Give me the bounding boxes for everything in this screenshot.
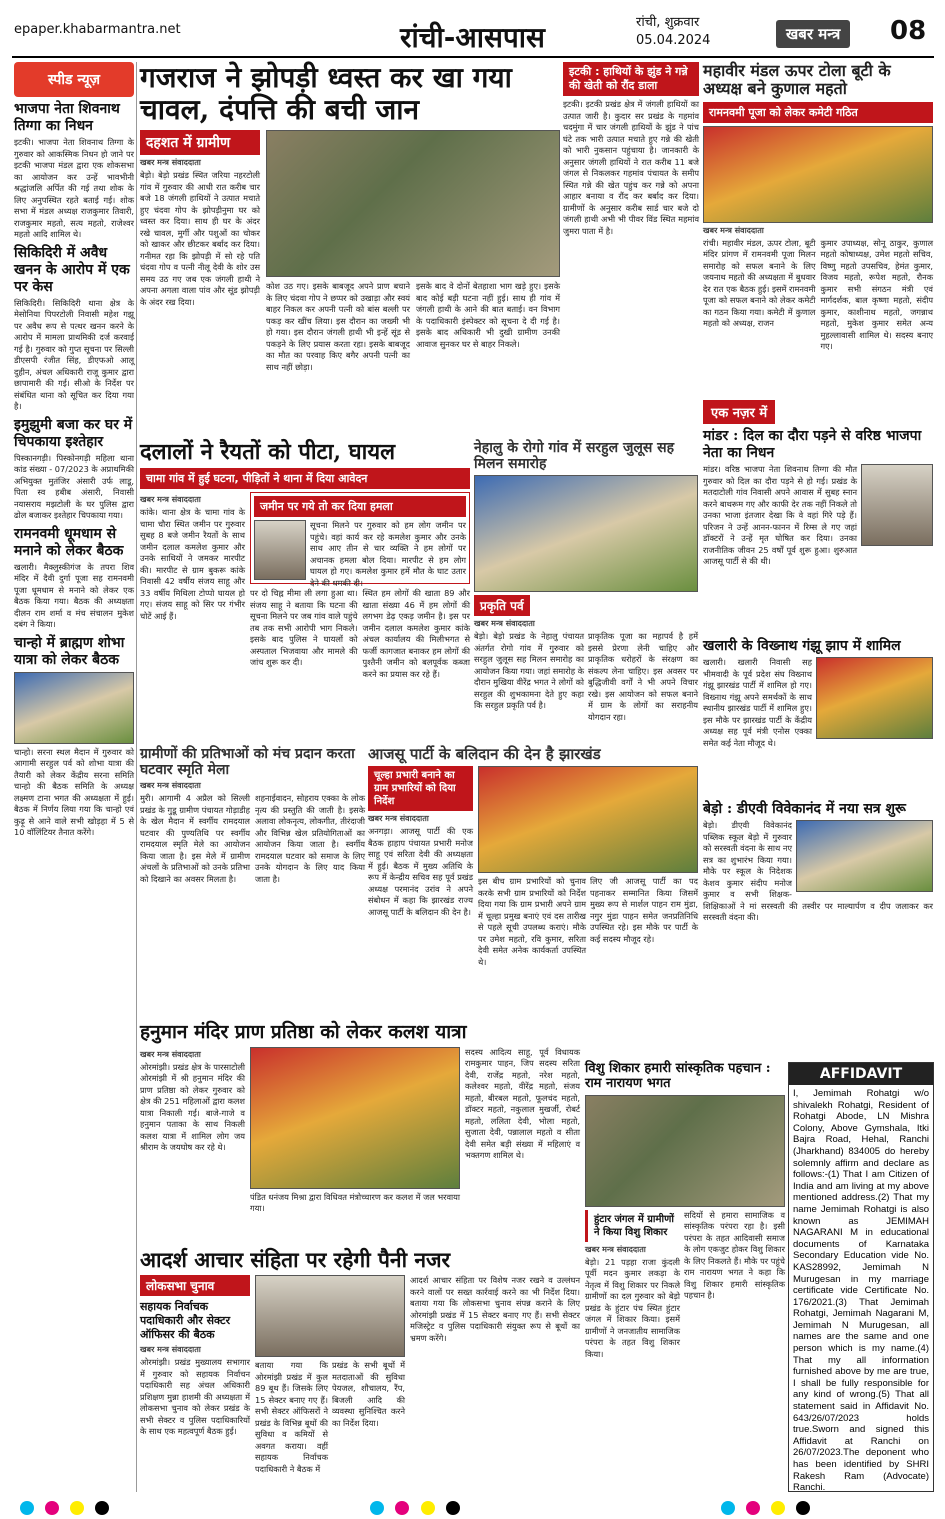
black-dot-icon	[446, 1501, 460, 1515]
lead-subhead: दहशत में ग्रामीण	[140, 130, 260, 155]
nazar-item2-title: खलारी के विख्नाथ गंझू झाप में शामिल	[703, 638, 901, 654]
nazar-item3-photo	[796, 820, 933, 892]
dalalon-col2: पर दो चिह्न मीमा ली लगा हुआ था। संजय साहू ने बताया कि घटना की सूचना मिलने पर जब गांव वाले पहुंचे तब तक सभी आरोपी भाग निकले। इसके बाद पुलिस ने घायलों को अस्पताल भिजवाया और मामले की जांच शुरू कर दी।	[250, 588, 358, 668]
kunal-headline: महावीर मंडल ऊपर टोला बूटी के अध्यक्ष बने कुणाल महतो	[703, 61, 891, 99]
hanuman-story	[140, 1022, 580, 1244]
adarsh-story	[140, 1248, 580, 1492]
ghatwar-headline: ग्रामीणों की प्रतिभाओं को मंच प्रदान करता घटवार स्मृति मेला	[140, 746, 355, 779]
lead-col1: बेड़ो। बेड़ो प्रखंड स्थित जरिया नहरटोली गांव में गुरुवार की आधी रात करीब चार बजे 18 जंगली हाथियों ने उत्पात मचाते हुए चंदवा गोप के झोपड़ीनुमा घर को ध्वस्त कर दिया। साथ ही घर के अंदर रखे चावल, मुर्गी और पशुओं का चोकर को खाकर और छीटकर बर्बाद कर दिया। गनीमत रहा कि झोपड़ी में सो रहे पति चंदवा गोप व पत्नी नीलू देवी के शोर उस समय उठ गए जब एक जंगली हाथी ने अपना अगला वाला पांव और सूंड झोपड़ी के अंदर रख दिया।	[140, 170, 260, 307]
adarsh-subhead: सहायक निर्वाचक पदाधिकारी और सेक्टर ऑफिसर की बैठक	[140, 1300, 231, 1342]
adarsh-col1: ओरमांझी। प्रखंड मुख्यालय सभागार में गुरुवार को सहायक निर्वाचन पदाधिकारी सह अंचल अधिकारी प्रशिक्षण मुन्ना हाशमी की अध्यक्षता में लोकसभा चुनाव को लेकर प्रखंड के सभी सेक्टर व पुलिस पदाधिकारियों के साथ एक महत्वपूर्ण बैठक हुई।	[140, 1357, 250, 1437]
lead-headline: गजराज ने झोपड़ी ध्वस्त कर खा गया चावल, दंपत्ति की बची जान	[140, 61, 512, 127]
vishu-text-2: सदियों से हमारा सामाजिक व सांस्कृतिक परंपरा रहा है। इसी परंपरा के तहत आदिवासी समाज के लोग एकजुट होकर विशु शिकार के लिए निकलते हैं। मौके पर पहुंचे राम नारायण भगत ने कहा कि विशु शिकार हमारी सांस्कृतिक पहचान है।	[684, 1209, 785, 1301]
speed-news-item-5	[14, 635, 134, 839]
ajsu-headline: आजसू पार्टी के बलिदान की देन है झारखंड	[368, 745, 601, 763]
hanuman-headline: हनुमान मंदिर प्राण प्रतिष्ठा को लेकर कलश यात्रा	[140, 1021, 467, 1043]
speed-news-item-4	[14, 526, 134, 631]
ajsu-text-1: अनगड़ा। आजसू पार्टी की एक बैठक हाहाप पंचायत प्रभारी मनोज साहू एवं सरिता देवी की अध्यक्षता में हुई। बैठक में मुख्य अतिथि के रूप में केन्द्रीय सचिव सह पूर्व प्रखंड अध्यक्ष परमानंद उरांव ने अपने संबोधन में कहा कि झारखंड राज्य आजसू पार्टी के बलिदान की देन है।	[368, 826, 473, 917]
kunal-text-1: रांची। महावीर मंडल, ऊपर टोला, बूटी मंदिर प्रांगण में रामनवमी पूजा मिलन समारोह को सफल बनाने के लिए जयनाथ महतो की अध्यक्षता में बुधवार देर रात एक बैठक हुई। इसमें रामनवमी पूजा को सफल बनाने को लेकर कमेटी का गठन किया गया। कमेटी में कुणाल महतो को अध्यक्ष, राजन	[703, 237, 816, 329]
dalalon-subhead: चामा गांव में हुई घटना, पीड़ितों ने थाना में दिया आवेदन	[140, 468, 470, 489]
ajsu-text-3: लिए जी आजसू पार्टी का पद पहनाकर सम्मानित किया जिसमें मुख्य रूप से मार्शल पाहन राम मुंडा, नगुर मुंडा पाहन समेत जनप्रतिनिधि उपस्थित रहे। इस मौके पर पार्टी के कई सदस्य मौजूद रहे।	[590, 876, 698, 944]
black-dot-icon	[95, 1501, 109, 1515]
magenta-dot-icon	[746, 1501, 760, 1515]
lead-byline: खबर मन्त्र संवाददाता	[140, 158, 201, 168]
dalalon-box-text: सूचना मिलने पर गुरुवार को हम लोग जमीन पर पहुंचे। वहां कार्य कर रहे कमलेश कुमार और उनके साथ आए तीन से चार व्यक्ति ने हम लोगों पर अचानक हमला बोल दिया। मारपीट से हम लोग घायल हो गए। कमलेश कुमार हमें मौत के घाट उतार देने की धमकी दी।	[310, 520, 466, 588]
column-divider	[136, 62, 137, 1492]
adarsh-headline: आदर्श आचार संहिता पर रहेगी पैनी नजर	[140, 1247, 451, 1272]
hanuman-byline: खबर मन्त्र संवाददाता	[140, 1049, 201, 1059]
lead-story	[140, 62, 560, 434]
nazar-item1-photo	[861, 464, 933, 546]
vishu-story	[585, 1062, 785, 1492]
nazar-item2-photo	[816, 657, 933, 739]
adarsh-col2: बताया गया कि ओरमांझी प्रखंड में कुल 89 बूथ हैं। जिसके लिए 15 सेक्टर बनाए गए हैं। सभी सेक्टर ऑफिसरों ने प्रखंड के विभिन्न बूथों की सुविधा व कमियों से अवगत कराया। वहीं सहायक निर्वाचक पदाधिकारी ने बैठक में	[255, 1360, 328, 1474]
nazar-item3-text: बेड़ो। डीएवी विवेकानंद पब्लिक स्कूल बेड़ो में गुरुवार को सरस्वती वंदना के साथ नए सत्र का शुभारंभ किया गया। मौके पर स्कूल के निदेशक केशव कुमार संदीप मनोज कुमार व सभी शिक्षक-शिक्षिकाओं ने मां सरस्वती की तस्वीर पर माल्यार्पण व दीप जलाकर कर सरस्वती वंदना की।	[703, 820, 933, 922]
dalalon-col1: कांके। थाना क्षेत्र के चामा गांव के चामा चौरा स्थित जमीन पर गुरुवार सुबह 8 बजे जमीन रैयतों के साथ जमीन दलाल कमलेश कुमार और उनके साथियों ने जमकर मारपीट की। मारपीट से ग्राम बुकरू कांके निवासी 42 वर्षीय संजय साहू और 33 वर्षीय मिथिला टोप्पो घायल हो गए। संजय साहू को सिर पर गंभीर चोटें आई हैं।	[140, 507, 245, 621]
chanho-meeting-photo	[14, 672, 134, 744]
kunal-subhead: रामनवमी पूजा को लेकर कमेटी गठित	[703, 102, 933, 123]
adarsh-col4: आदर्श आचार संहिता पर विशेष नजर रखने व उल्लंघन करने वालों पर सख्त कार्रवाई करने का भी निर्देश दिया। बताया गया कि लोकसभा चुनाव संपन्न कराने के लिए ओरमांझी प्रखंड में 15 सेक्टर बनाए गए हैं। सभी सेक्टर मजिस्ट्रेट व पुलिस पदाधिकारी संयुक्त रूप से बूथों का भ्रमण करेंगे।	[410, 1275, 580, 1343]
speed-news-title: भाजपा नेता शिवनाथ तिग्गा का निधन	[14, 101, 120, 134]
lead-col3: इसके बाद वे दोनों बेतहाशा भाग खड़े हुए। इसके बाद कोई बड़ी घटना नहीं हुई। साथ ही गांव में जंगली हाथी के आने की बात बताई। वन विभाग के पदाधिकारी इंस्पेक्टर को सूचना दे दी गई है। इसके बाद अधिकारी भी दुखी ग्रामीण उनकी आवाज सुनकर घर से बाहर निकले।	[416, 281, 560, 349]
speed-news-title: सिकिदिरी में अवैध खनन के आरोप में एक पर केस	[14, 244, 130, 295]
ek-nazar-section	[703, 400, 933, 1060]
speed-news-text: चान्हो। सरना स्थल मैदान में गुरुवार को आगामी सरहुल पर्व को शोभा यात्रा की तैयारी को लेकर केंद्रीय सरना समिति चान्हो की बैठक समिति के अध्यक्ष लक्ष्मण टाना भगत की अध्यक्षता में हुई। बैठक में निर्णय लिया गया कि चान्हो एवं कुढ़ू से आने वाले सभी खोड़हा में 5 से 10 वॉलिंटियर तैनात करेंगे।	[14, 746, 134, 837]
hanuman-text-2: सदस्य आदित्य साहू, पूर्व विधायक रामकुमार पाहन, जिप सदस्य सरिता देवी, राजेंद्र महतो, नरेश महतो, कलेश्वर महतो, वीरेंद्र महतो, संजय महतो, बीरबल महतो, फूलचंद महतो, डॉक्टर महतो, नकुलाल मुखर्जी, रोबर्ट महतो, ललिता देवी, भोला महतो, सुजाता देवी, पन्नालाल महतो व सीता देवी समेत बड़ी संख्या में महिलाएं व भक्तगण शामिल थे।	[465, 1046, 580, 1161]
kunal-story	[703, 62, 933, 398]
nazar-item3-title: बेड़ो : डीएवी विवेकानंद में नया सत्र शुरू	[703, 801, 906, 817]
dalalon-col3: स्थित हम लोगों की खाता 89 और खाता संख्या 46 में हम लोगों की लगभग डेढ़ एकड़ जमीन है। इस पर जमीन दलाल कमलेश कुमार कांके अंचल कार्यालय की मिलीभगत से फर्जी कागजात बनाकर हम लोगों की पुश्तैनी जमीन को बलपूर्वक कब्जा करने का प्रयास कर रहे हैं।	[362, 588, 470, 679]
speed-news-title: इमुझुमी बजा कर घर में चिपकाया इश्तेहार	[14, 416, 133, 450]
ajsu-text-2: इस बीच ग्राम प्रभारियों को चुनाव करके सभी ग्राम प्रभारियों को निर्देश दिया गया कि ग्राम प्रभारी अपने ग्राम में चूल्हा प्रमुख बनाएं एवं दस तारीख से पहले सूची उपलब्ध कराएं। मौके पर उमेश महतो, रवि कुमार, सरिता देवी समेत अनेक कार्यकर्ता उपस्थित थे।	[478, 876, 586, 967]
header-rule	[12, 56, 934, 58]
ghatwar-col2: शहनाईवादन, सोहराय एक्का के लोक नृत्य की प्रस्तुति की जाती है। इसके अलावा लोकनृत्य, लोकगीत, तीरंदाजी और विभिन्न खेल प्रतियोगिताओं का आयोजन किया जाता है। स्वर्गीय रामदयाल घटवार को समाज के लिए उनके योगदान के लिए याद किया जाता है।	[255, 793, 365, 884]
ajsu-photo	[478, 766, 698, 873]
affidavit-notice	[788, 1062, 934, 1492]
speed-news-title: चान्हो में ब्राह्मण शोभा यात्रा को लेकर बैठक	[14, 634, 125, 668]
kunal-photo	[703, 126, 933, 223]
speed-news-text: खलारी। मैक्लुस्कीगंज के तपरा शिव मंदिर में दैवी दुर्गा पूजा सह रामनवमी पूजा धूमधाम से मनाने को लेकर एक बैठक किया गया। बैठक की अध्यक्षता दीलन राम शर्मा व मंच संचालन मुकेश दबंग ने किया।	[14, 561, 134, 629]
hanuman-photo	[250, 1047, 460, 1189]
kunal-text-2: कुमार उपाध्यक्ष, सोनू ठाकुर, कुणाल महतो कोषाध्यक्ष, उमेश महतो सचिव, विष्णु महतो उपसचिव, हेमंत कुमार, विजय महतो, रूपेश महतो, रौनक कुमार सभी संगठन मंत्री एवं मार्गदर्शक, बाल कृष्णा महतो, संदीप कुमार, काशीनाथ महतो, जगन्नाथ महतो, मुकेश कुमार समेत अन्य मुहल्लावासी शामिल थे। सदस्य बनाए गए।	[820, 237, 933, 352]
lead-photo-hut	[266, 130, 560, 277]
speed-news-title: रामनवमी धूमधाम से मनाने को लेकर बैठक	[14, 525, 124, 559]
adarsh-byline: खबर मन्त्र संवाददाता	[140, 1345, 201, 1355]
cyan-dot-icon	[721, 1501, 735, 1515]
yellow-dot-icon	[421, 1501, 435, 1515]
print-registration-marks	[20, 1500, 920, 1516]
adarsh-tag: लोकसभा चुनाव	[140, 1275, 250, 1296]
cyan-dot-icon	[20, 1501, 34, 1515]
ghatwar-byline: खबर मन्त्र संवाददाता	[140, 781, 201, 791]
dalalon-story	[140, 440, 470, 740]
ghatwar-col1: मुरी। आगामी 4 अप्रैल को सिल्ली प्रखंड के गुडू ग्रामीण पंचायत गोड़ाडीह के खेल मैदान में स्वर्गीय रामदयाल घटवार की पुण्यतिथि पर स्वर्गीय रामदयाल स्मृति मेले का आयोजन किया जाता है। इस मेले में ग्रामीण अंचलों के प्रतिभाओं को उनके प्रतिभा को दिखाने का अवसर मिलता है।	[140, 793, 250, 884]
itki-elephant-story	[563, 62, 699, 434]
vishu-text-1: बेड़ो। 21 पड़हा राजा कुंदली पूर्वी मदन कुमार लकड़ा के नेतृत्व में विशु शिकार पर निकले ग्रामीणों का दल गुरुवार को बेड़ो प्रखंड के हुंटार पंच स्थित हुंटार जंगल में शिकार किया। इसमें ग्रामीणों ने जनजातीय सामाजिक परंपरा के तहत विशु शिकार किया।	[585, 1256, 680, 1359]
kunal-byline: खबर मन्त्र संवाददाता	[703, 225, 764, 235]
section-title: रांची-आसपास	[400, 21, 545, 54]
speed-news-badge: स्पीड न्यूज़	[14, 62, 134, 97]
speed-news-text: पिस्कानगड़ी। पिस्कोनगड़ी महिला थाना कांड संख्या - 07/2023 के अप्राथमिकी अभियुक्त मुतंजिर अंसारी उर्फ लाडू, पिता स्व हबीब अंसारी, निवासी नयासराय मझटोली के घर पुलिस द्वारा ढोल बजाकर इश्तेहार चिपकाया गया।	[14, 452, 134, 520]
sarhul-photo	[474, 475, 698, 592]
speed-news-sidebar	[14, 62, 134, 1492]
speed-news-text: इटकी। भाजपा नेता शिवनाथ तिग्गा के गुरुवार को आकस्मिक निधन हो जाने पर इटकी भाजपा मंडल द्वारा एक शोकसभा का आयोजन कर उन्हें भावभीनी श्रद्धांजलि अर्पित की गई तथा शोक के लिए अनुपस्थित रहते बताई गई। शोक सभा में मंडल अध्यक्ष राजकुमार तिवारी, राजकुमार महतो, सत्य महतो, राजेश्वर महतो आदि शामिल थे।	[14, 137, 134, 239]
vishu-byline: खबर मन्त्र संवाददाता	[585, 1244, 646, 1254]
adarsh-meeting-photo	[255, 1275, 405, 1357]
magenta-dot-icon	[45, 1501, 59, 1515]
yellow-dot-icon	[70, 1501, 84, 1515]
itki-headline: इटकी : हाथियों के झुंड ने गन्ने की खेती को रौंद डाला	[563, 62, 699, 96]
speed-news-text: सिकिदिरी। सिकिदिरी थाना क्षेत्र के मेसोनिया पिपरटोली निवासी महेश गझू पर अवैध रूप से पत्थर खनन करने के आरोप में मामला प्राथमिकी दर्ज करवाई गई है। गुरुवार को गुप्त सूचना पर सिल्ली डीएसपी रंजीत सिंह, डीएफओ आलू दुहीन, अंचल अधिकारी राजू कुमार द्वारा छापामारी की गई। सीओ के निर्देश पर संबंधित थाना को सूचित कर दिया गया है।	[14, 297, 134, 411]
hanuman-caption: पंडित धनंजय मिश्रा द्वारा विधिवत मंत्रोच्चारण कर कलश में जल भरवाया गया।	[250, 1191, 460, 1214]
nazar-item2-text: खलारी। खलारी निवासी सह भीमवादी के पूर्व प्रदेश संघ विख्नाथ गंझू झारखंड पार्टी में शामिल हो गए। विख्नाथ गंझू अपने समर्थकों के साथ स्थानीय झारखंड पार्टी में शामिल हुए। इस मौके पर झारखंड पार्टी के केंद्रीय अध्यक्ष सह पूर्व मंत्री एनोस एक्का समेत कई नेता मौजूद थे।	[703, 657, 812, 748]
speed-news-item-1	[14, 101, 134, 241]
dalalon-box-title: जमीन पर गये तो कर दिया हमला	[254, 496, 466, 517]
magenta-dot-icon	[395, 1501, 409, 1515]
lead-col2: कोश उठ गए। इसके बाबजूद अपने प्राण बचाने के लिए चंदवा गोप ने छप्पर को उखाड़ा और स्वयं बाहर निकल कर अपनी पत्नी को बांस बल्ली पर पकड़ कर खींच लिया। इस दौरान का जख्मी भी हो गया। इस दौरान जंगली हाथी भी इन्हें सूंड से पकड़ने के लिए प्रयास करता रहा। इसके बाबजूद का मौत का परवाह किए बगैर अपनी पत्नी का साथ नहीं छोड़ा।	[266, 281, 410, 372]
sarhul-tag: प्रकृति पर्व	[474, 595, 530, 616]
header-date-value: 05.04.2024	[636, 33, 711, 48]
ajsu-byline: खबर मन्त्र संवाददाता	[368, 814, 429, 824]
speed-news-item-3	[14, 417, 134, 522]
dalalon-victim-photo	[254, 520, 306, 580]
hanuman-text-1: ओरमांझी। प्रखंड क्षेत्र के पारसाटोली ओरमांझी में श्री हनुमान मंदिर की प्राण प्रतिष्ठा को लेकर गुरुवार को क्षेत्र की 251 महिलाओं द्वारा कलश यात्रा निकाली गई। बाजे-गाजे व हनुमान पताका के साथ निकली कलश यात्रा में शामिल लोग जय श्रीराम के जयघोष कर रहे थे।	[140, 1061, 245, 1153]
dalalon-box	[250, 492, 470, 588]
ajsu-subhead: चूल्हा प्रभारी बनाने का ग्राम प्रभारियों को दिया निर्देश	[368, 766, 473, 811]
sarhul-byline: खबर मन्त्र संवाददाता	[474, 619, 535, 629]
black-dot-icon	[796, 1501, 810, 1515]
sarhul-text-2: प्राकृतिक पूजा का महापर्व है हमें इससे प्रेरणा लेनी चाहिए और प्राकृतिक धरोहरों के संरक्षण का संकल्प लेना चाहिए। इस अवसर पर बुद्धिजीवी वर्गों ने भी अपने विचार रखे। इस आयोजन को सफल बनाने में ग्राम के लोगों का सराहनीय योगदान रहा।	[588, 631, 698, 722]
sarhul-headline: नेहालु के रोगो गांव में सरहुल जुलूस सह मिलन समारोह	[474, 440, 675, 473]
ajsu-story	[368, 746, 698, 1016]
yellow-dot-icon	[771, 1501, 785, 1515]
affidavit-text: I, Jemimah Rohatgi w/o shivalekh Rohatgi, Resident of Rohatgi Abode, LN Mishra Colony, Above Gymshala, Itki Bajra Road, Hehal, Ranchi (Jharkhand) 834005 do hereby solemnly affirm and declare as follows:-(1) That I am Citizen of India and am living at my above mentioned address.(2) That my name Jemimah Rohatgi is also known as JEMIMAH NAGARANI M in educational documents of Karnataka Secondary Education vide No. KAS28992, Jemimah N Murugesan in my marriage certificate vide Certificate No. 176/2021.(3) That Jemimah Rohatgi, Jemimah Nagarani M, Jemimah N Murugesan, all names are the same and one person which is my name.(4) That my all information furnished above by me are true, I shall be fully responsible for any kind of wrong.(5) That all statement said in Affidavit No. 643/26/07/2023 holds true.Sworn and signed this Affidavit at Ranchi on 26/07/2023.The deponent who has been identified by SHRI Rakesh Ram (Advocate) Ranchi.	[793, 1088, 929, 1494]
sarhul-text-1: बेड़ो। बेड़ो प्रखंड के नेहालु पंचायत अंतर्गत रोगो गांव में गुरुवार को सरहुल जुलूस सह मिलन समारोह का आयोजन किया गया। जहां समारोह के दौरान मुखिया वीरेंद्र भगत ने लोगों को सरहुल की शुभकामना देते हुए कहा कि सरहुल प्रकृति पर्व है।	[474, 631, 584, 711]
nazar-item1-text: मांडर। वरिष्ठ भाजपा नेता शिवनाथ तिग्गा की मौत गुरुवार को दिल का दौरा पड़ने से हो गई। प्रखंड के मतदाटोली गांव निवासी अपने आवास में सुबह स्नान करने बाथरूम गए और काफी देर तक नहीं निकले तो उनका भाजा इंतजार देखा कि वे वहां गिरे पड़े हैं। परिजन ने उन्हें आनन-फानन में रिम्स ले गए जहां डॉक्टरों ने उन्हें मृत घोषित कर दिया। उनका राजनीतिक जीवन 25 वर्षों पूर्व शुरू हुआ। शुरुआत आजसू पार्टी से की थी।	[703, 464, 857, 566]
dalalon-headline: दलालों ने रैयतों को पीटा, घायल	[140, 439, 396, 465]
adarsh-col3: प्रखंड के सभी बूथों में मतदाताओं की सुविधा पेयजल, शौचालय, रैंप, बिजली आदि की व्यवस्था सुनिश्चित करने का निर्देश दिया।	[332, 1360, 405, 1428]
itki-text: इटकी। इटकी प्रखंड क्षेत्र में जंगली हाथियों का उत्पात जारी है। कुदार सर प्रखंड के गहमांव चदमुंगा में चार जंगली हाथियों के झुंड ने पांच घंटे तक भारी उत्पात मचाते हुए गन्ने की खेती को भारी नुकसान पहुंचाया है। जानकारी के अनुसार जंगली हाथियों ने रात करीब 11 बजे जंगल से निकलकर गहमांव पंचायत के समीप स्थित गन्ने की खेत पहुंच कर गन्ने को अपना आहार बनाया व रौंद कर बर्बाद कर दिया। ग्रामीणों के अनुसार करीब सार्ड चार बजे दो जंगली हाथी अभी भी पीवर विंड स्थित महमांव जुमरा पाता में है।	[563, 99, 699, 236]
dalalon-byline: खबर मन्त्र संवाददाता	[140, 495, 201, 505]
affidavit-title: AFFIDAVIT	[789, 1063, 933, 1085]
logo: खबर मन्त्र	[776, 20, 850, 48]
nazar-item1-title: मांडर : दिल का दौरा पड़ने से वरिष्ठ भाजपा नेता का निधन	[703, 428, 922, 461]
vishu-headline: विशु शिकार हमारी सांस्कृतिक पहचान : राम नारायण भगत	[585, 1061, 771, 1091]
ghatwar-story	[140, 746, 365, 1016]
sarhul-story	[474, 440, 698, 740]
cyan-dot-icon	[370, 1501, 384, 1515]
page-number: 08	[890, 16, 927, 46]
header-url[interactable]: epaper.khabarmantra.net	[14, 22, 181, 37]
vishu-photo	[585, 1095, 785, 1207]
speed-news-item-2	[14, 245, 134, 413]
vishu-caption: हुंटार जंगल में ग्रामीणों ने किया विशु शिकार	[585, 1210, 680, 1242]
header-city-day: रांची, शुक्रवार	[636, 15, 700, 30]
header-date	[636, 14, 710, 50]
ek-nazar-tag: एक नज़र में	[703, 400, 775, 424]
